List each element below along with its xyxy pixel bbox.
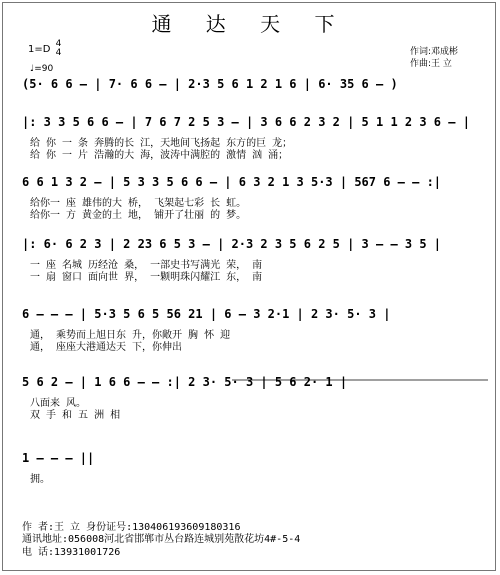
- notation-row-3: 6 6 1 3 2 – | 5 3 3 5 6 6 – | 6 3 2 1 3 5·3 | 567 6 – – :|: [22, 175, 442, 189]
- song-title: 通 达 天 下: [151, 12, 349, 36]
- lyric-line: 双 手 和 五 洲 相: [30, 410, 121, 421]
- lyric-line: 通， 乘势而上旭日东 升，你敞开 胸 怀 迎: [30, 330, 231, 341]
- notation-row-4: |: 6· 6 2 3 | 2 23 6 5 3 – | 2·3 2 3 5 6 2 5 | 3 – – 3 5 |: [22, 237, 442, 251]
- notation-row-7: 1 – – – ||: [22, 451, 95, 465]
- lyric-line: 一 扇 窗口 面向世 界， 一颗明珠闪耀江 东， 南: [30, 272, 263, 283]
- footer-address: 通讯地址:056008河北省邯郸市丛台路连城别苑散花坊4#-5-4: [22, 534, 301, 545]
- lyric-line: 一 座 名城 历经沧 桑， 一部史书写满光 荣， 南: [30, 260, 263, 271]
- lyricist-credit: 作词:邓成彬: [410, 47, 459, 57]
- lyric-line: 给你一 方 黄金的土 地， 铺开了壮丽 的 梦。: [30, 210, 247, 221]
- notation-row-6: 5 6 2 – | 1 6 6 – – :| 2 3· 5· 3 | 5 6 2· 1 |: [22, 375, 348, 389]
- notation-row-5: 6 – – – | 5·3 5 6 5 56 21 | 6 – 3 2·1 | 2 3· 5· 3 |: [22, 307, 391, 321]
- footer-phone: 电 话:13931001726: [22, 547, 121, 558]
- time-numerator: 4: [55, 39, 62, 49]
- key-tonic: 1=D: [28, 44, 51, 55]
- lyric-line: 拥。: [30, 474, 50, 485]
- notation-row-1: (5· 6 6 – | 7· 6 6 – | 2·3 5 6 1 2 1 6 | 6· 35 6 – ): [22, 77, 398, 91]
- footer-author: 作 者:王 立 身份证号:130406193609180316: [22, 522, 241, 533]
- lyric-line: 通， 座座大港通达天 下，你伸出: [30, 342, 183, 353]
- time-denominator: 4: [55, 48, 62, 58]
- lyric-line: 八面来 风。: [30, 398, 87, 409]
- lyric-line: 给 你 一 片 浩瀚的大 海，波涛中满腔的 激情 汹 涌；: [30, 150, 289, 161]
- tempo-marking: ♩=90: [30, 64, 54, 74]
- lyric-line: 给 你 一 条 奔腾的长 江，天地间飞扬起 东方的巨 龙；: [30, 138, 293, 149]
- lyric-line: 给你一 座 雄伟的大 桥， 飞架起七彩 长 虹。: [30, 198, 247, 209]
- composer-credit: 作曲:王 立: [410, 59, 452, 69]
- notation-row-2: |: 3 3 5 6 6 – | 7 6 7 2 5 3 – | 3 6 6 2 3 2 | 5 1 1 2 3 6 – |: [22, 115, 470, 129]
